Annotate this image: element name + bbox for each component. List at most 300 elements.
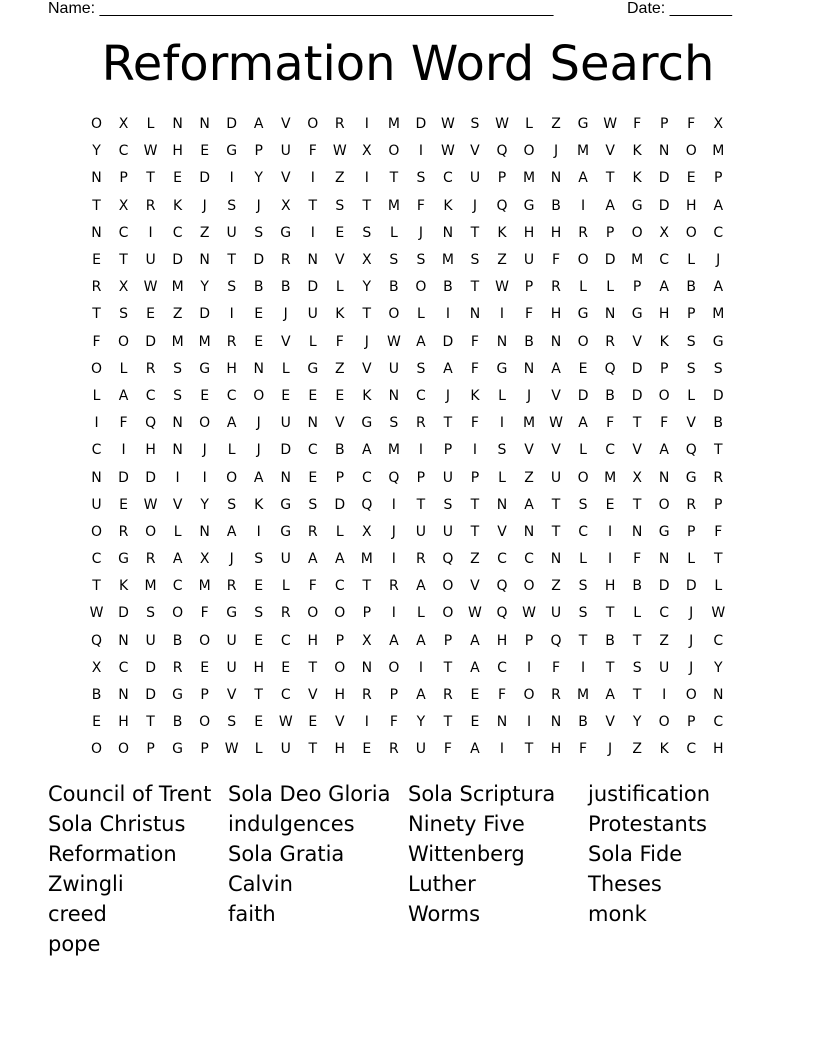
grid-letter[interactable]: I	[364, 116, 369, 133]
grid-letter[interactable]: E	[254, 632, 264, 649]
grid-letter[interactable]: Y	[362, 279, 372, 296]
grid-letter[interactable]: P	[686, 523, 696, 540]
grid-letter[interactable]: Z	[199, 224, 210, 241]
grid-letter[interactable]: C	[713, 224, 724, 241]
grid-letter[interactable]: L	[714, 578, 723, 595]
grid-letter[interactable]: L	[416, 306, 425, 323]
grid-letter[interactable]: F	[579, 741, 588, 758]
grid-letter[interactable]: N	[550, 170, 562, 187]
grid-letter[interactable]: Y	[200, 279, 209, 296]
grid-letter[interactable]: M	[577, 143, 590, 160]
grid-letter[interactable]: L	[633, 605, 642, 622]
grid-letter[interactable]: W	[143, 279, 158, 296]
grid-letter[interactable]: A	[659, 279, 669, 296]
grid-letter[interactable]: K	[632, 170, 642, 187]
grid-letter[interactable]: R	[578, 224, 588, 241]
grid-letter[interactable]: N	[523, 360, 535, 377]
grid-letter[interactable]: I	[526, 714, 532, 731]
grid-letter[interactable]: C	[145, 387, 156, 404]
grid-letter[interactable]: S	[254, 605, 264, 622]
grid-letter[interactable]: E	[335, 224, 345, 241]
grid-letter[interactable]: P	[362, 605, 372, 622]
grid-letter[interactable]: O	[199, 415, 211, 432]
grid-letter[interactable]: C	[172, 578, 183, 595]
grid-letter[interactable]: I	[310, 170, 315, 187]
grid-letter[interactable]: E	[308, 387, 318, 404]
grid-letter[interactable]: D	[685, 578, 697, 595]
grid-letter[interactable]: S	[362, 224, 372, 241]
grid-letter[interactable]: F	[470, 360, 479, 377]
grid-letter[interactable]: U	[226, 632, 237, 649]
grid-letter[interactable]: L	[173, 523, 182, 540]
grid-letter[interactable]: E	[254, 578, 264, 595]
grid-letter[interactable]: U	[442, 523, 454, 540]
grid-letter[interactable]: I	[581, 197, 586, 214]
grid-letter[interactable]: R	[416, 551, 426, 568]
grid-letter[interactable]: O	[91, 360, 103, 377]
grid-letter[interactable]: O	[658, 714, 670, 731]
grid-letter[interactable]: P	[524, 279, 534, 296]
grid-letter[interactable]: P	[443, 442, 453, 459]
grid-letter[interactable]: O	[307, 116, 319, 133]
grid-letter[interactable]: J	[418, 224, 423, 241]
grid-letter[interactable]: Q	[550, 632, 562, 649]
grid-letter[interactable]: D	[631, 360, 643, 377]
grid-letter[interactable]: T	[605, 605, 615, 622]
grid-letter[interactable]: S	[227, 496, 237, 513]
grid-letter[interactable]: A	[713, 197, 724, 214]
grid-letter[interactable]: E	[308, 469, 318, 486]
grid-letter[interactable]: C	[659, 252, 670, 269]
grid-letter[interactable]: A	[416, 578, 426, 595]
grid-letter[interactable]: F	[470, 333, 479, 350]
grid-letter[interactable]: J	[526, 387, 532, 404]
grid-letter[interactable]: L	[416, 605, 425, 622]
grid-letter[interactable]: U	[550, 469, 562, 486]
grid-letter[interactable]: I	[175, 469, 180, 486]
grid-letter[interactable]: L	[281, 360, 290, 377]
grid-letter[interactable]: I	[310, 224, 315, 241]
grid-letter[interactable]: M	[387, 197, 400, 214]
grid-letter[interactable]: O	[631, 224, 643, 241]
grid-letter[interactable]: X	[713, 116, 724, 133]
grid-letter[interactable]: Y	[416, 714, 426, 731]
grid-letter[interactable]: T	[551, 523, 561, 540]
grid-letter[interactable]: C	[443, 170, 453, 187]
grid-letter[interactable]: P	[443, 632, 453, 649]
grid-letter[interactable]: L	[227, 442, 236, 459]
grid-letter[interactable]: P	[254, 143, 263, 160]
grid-letter[interactable]: U	[415, 523, 427, 540]
grid-letter[interactable]: O	[523, 143, 535, 160]
grid-letter[interactable]: R	[280, 252, 291, 269]
grid-letter[interactable]: T	[146, 714, 155, 731]
grid-letter[interactable]: S	[254, 224, 264, 241]
grid-letter[interactable]: G	[226, 143, 238, 160]
grid-letter[interactable]: O	[388, 306, 400, 323]
grid-letter[interactable]: X	[362, 632, 372, 649]
grid-letter[interactable]: L	[92, 387, 101, 404]
grid-letter[interactable]: L	[579, 551, 587, 568]
grid-letter[interactable]: J	[202, 442, 207, 459]
grid-letter[interactable]: E	[254, 714, 264, 731]
grid-letter[interactable]: H	[145, 442, 156, 459]
grid-letter[interactable]: X	[362, 252, 372, 269]
grid-letter[interactable]: L	[335, 523, 344, 540]
grid-letter[interactable]: E	[200, 387, 210, 404]
grid-letter[interactable]: O	[91, 523, 103, 540]
grid-letter[interactable]: V	[362, 360, 372, 377]
grid-letter[interactable]: T	[227, 252, 236, 269]
grid-letter[interactable]: E	[308, 714, 318, 731]
grid-letter[interactable]: O	[442, 605, 454, 622]
grid-letter[interactable]: M	[712, 143, 725, 160]
grid-letter[interactable]: A	[470, 741, 480, 758]
grid-letter[interactable]: F	[714, 523, 723, 540]
grid-letter[interactable]: E	[281, 387, 291, 404]
grid-letter[interactable]: N	[496, 714, 508, 731]
grid-letter[interactable]: X	[199, 551, 210, 568]
grid-letter[interactable]: Q	[496, 605, 508, 622]
grid-letter[interactable]: D	[199, 170, 211, 187]
grid-letter[interactable]: C	[416, 387, 426, 404]
grid-letter[interactable]: S	[416, 360, 426, 377]
grid-letter[interactable]: I	[364, 714, 369, 731]
grid-letter[interactable]: O	[685, 224, 697, 241]
grid-letter[interactable]: X	[118, 279, 129, 296]
grid-letter[interactable]: J	[256, 415, 261, 432]
grid-letter[interactable]: O	[523, 687, 535, 704]
grid-letter[interactable]: V	[551, 387, 561, 404]
grid-letter[interactable]: L	[687, 252, 696, 269]
grid-letter[interactable]: V	[226, 687, 237, 704]
grid-letter[interactable]: W	[711, 605, 726, 622]
grid-letter[interactable]: W	[224, 741, 239, 758]
grid-letter[interactable]: P	[714, 170, 723, 187]
grid-letter[interactable]: G	[172, 687, 184, 704]
grid-letter[interactable]: C	[497, 551, 507, 568]
grid-letter[interactable]: F	[470, 415, 479, 432]
grid-letter[interactable]: A	[524, 496, 534, 513]
grid-letter[interactable]: D	[280, 442, 292, 459]
grid-letter[interactable]: E	[200, 659, 210, 676]
grid-letter[interactable]: N	[550, 333, 562, 350]
grid-letter[interactable]: W	[468, 605, 482, 622]
grid-letter[interactable]: M	[198, 578, 211, 595]
grid-letter[interactable]: I	[94, 415, 99, 432]
grid-letter[interactable]: R	[443, 687, 453, 704]
grid-letter[interactable]: W	[89, 605, 104, 622]
grid-letter[interactable]: W	[441, 143, 455, 160]
grid-letter[interactable]: G	[523, 197, 535, 214]
grid-letter[interactable]: S	[335, 197, 345, 214]
grid-letter[interactable]: E	[146, 306, 155, 323]
grid-letter[interactable]: D	[658, 170, 670, 187]
grid-letter[interactable]: J	[283, 306, 288, 323]
grid-letter[interactable]: U	[469, 170, 481, 187]
grid-letter[interactable]: O	[334, 659, 346, 676]
grid-letter[interactable]: V	[632, 333, 642, 350]
grid-letter[interactable]: O	[658, 387, 670, 404]
grid-letter[interactable]: R	[551, 687, 561, 704]
grid-letter[interactable]: T	[119, 252, 128, 269]
grid-letter[interactable]: N	[388, 387, 400, 404]
grid-letter[interactable]: N	[658, 551, 670, 568]
grid-letter[interactable]: U	[415, 741, 427, 758]
grid-letter[interactable]: T	[632, 687, 642, 704]
grid-letter[interactable]: W	[386, 333, 401, 350]
grid-letter[interactable]: K	[659, 741, 669, 758]
grid-letter[interactable]: P	[659, 116, 669, 133]
grid-letter[interactable]: E	[686, 170, 696, 187]
grid-letter[interactable]: O	[91, 116, 103, 133]
grid-letter[interactable]: W	[495, 116, 509, 133]
grid-letter[interactable]: T	[632, 415, 642, 432]
grid-letter[interactable]: R	[172, 659, 183, 676]
grid-letter[interactable]: F	[633, 116, 642, 133]
grid-letter[interactable]: W	[522, 605, 536, 622]
grid-letter[interactable]: V	[686, 415, 696, 432]
grid-letter[interactable]: T	[470, 279, 480, 296]
grid-letter[interactable]: N	[253, 360, 264, 377]
grid-letter[interactable]: A	[551, 360, 561, 377]
grid-letter[interactable]: I	[229, 170, 234, 187]
grid-letter[interactable]: Q	[496, 143, 508, 160]
grid-letter[interactable]: A	[470, 659, 480, 676]
grid-letter[interactable]: O	[226, 469, 238, 486]
grid-letter[interactable]: F	[606, 415, 615, 432]
grid-letter[interactable]: R	[307, 523, 318, 540]
grid-letter[interactable]: Q	[685, 442, 697, 459]
grid-letter[interactable]: V	[605, 143, 615, 160]
grid-letter[interactable]: C	[578, 523, 588, 540]
grid-letter[interactable]: X	[632, 469, 642, 486]
grid-letter[interactable]: X	[362, 143, 372, 160]
grid-letter[interactable]: R	[713, 469, 724, 486]
grid-letter[interactable]: Z	[524, 469, 534, 486]
grid-letter[interactable]: O	[658, 496, 670, 513]
grid-letter[interactable]: J	[256, 197, 261, 214]
grid-letter[interactable]: N	[496, 333, 508, 350]
grid-letter[interactable]: B	[280, 279, 291, 296]
grid-letter[interactable]: N	[199, 252, 210, 269]
grid-letter[interactable]: J	[716, 252, 721, 269]
grid-letter[interactable]: R	[388, 741, 399, 758]
grid-letter[interactable]: I	[418, 442, 423, 459]
grid-letter[interactable]: X	[118, 116, 129, 133]
grid-letter[interactable]: S	[470, 116, 480, 133]
grid-letter[interactable]: M	[171, 279, 184, 296]
grid-letter[interactable]: Z	[632, 741, 642, 758]
grid-letter[interactable]: L	[254, 741, 263, 758]
grid-letter[interactable]: H	[523, 224, 535, 241]
grid-letter[interactable]: L	[146, 116, 155, 133]
grid-letter[interactable]: A	[172, 551, 183, 568]
grid-letter[interactable]: H	[334, 687, 346, 704]
grid-letter[interactable]: B	[253, 279, 264, 296]
grid-letter[interactable]: Q	[604, 360, 616, 377]
grid-letter[interactable]: A	[605, 197, 615, 214]
grid-letter[interactable]: C	[659, 605, 670, 622]
grid-letter[interactable]: C	[280, 687, 291, 704]
grid-letter[interactable]: S	[578, 578, 588, 595]
grid-letter[interactable]: G	[307, 360, 319, 377]
grid-letter[interactable]: C	[280, 632, 291, 649]
grid-letter[interactable]: F	[524, 306, 534, 323]
grid-letter[interactable]: V	[280, 333, 291, 350]
grid-letter[interactable]: J	[553, 143, 559, 160]
grid-letter[interactable]: R	[280, 605, 291, 622]
grid-letter[interactable]: D	[118, 605, 129, 622]
grid-letter[interactable]: F	[443, 741, 452, 758]
grid-letter[interactable]: C	[118, 143, 129, 160]
grid-letter[interactable]: N	[118, 632, 129, 649]
grid-letter[interactable]: Y	[713, 659, 723, 676]
grid-letter[interactable]: H	[658, 306, 670, 323]
grid-letter[interactable]: R	[145, 360, 156, 377]
grid-letter[interactable]: N	[442, 224, 454, 241]
grid-letter[interactable]: B	[389, 279, 399, 296]
grid-letter[interactable]: G	[577, 306, 589, 323]
grid-letter[interactable]: L	[579, 279, 587, 296]
grid-letter[interactable]: D	[226, 116, 238, 133]
grid-letter[interactable]: G	[172, 741, 184, 758]
grid-letter[interactable]: K	[118, 578, 129, 595]
grid-letter[interactable]: D	[604, 252, 616, 269]
grid-letter[interactable]: T	[524, 741, 534, 758]
grid-letter[interactable]: C	[334, 578, 345, 595]
grid-letter[interactable]: M	[144, 578, 157, 595]
grid-letter[interactable]: V	[307, 687, 318, 704]
grid-letter[interactable]: G	[199, 360, 211, 377]
grid-letter[interactable]: P	[119, 170, 128, 187]
grid-letter[interactable]: V	[632, 442, 642, 459]
grid-letter[interactable]: J	[391, 523, 396, 540]
grid-letter[interactable]: N	[91, 469, 102, 486]
grid-letter[interactable]: A	[578, 170, 588, 187]
grid-letter[interactable]: V	[605, 714, 615, 731]
grid-letter[interactable]: I	[581, 659, 586, 676]
grid-letter[interactable]: S	[632, 659, 642, 676]
grid-letter[interactable]: D	[145, 687, 156, 704]
grid-letter[interactable]: H	[496, 632, 508, 649]
grid-letter[interactable]: V	[335, 714, 345, 731]
grid-letter[interactable]: I	[256, 523, 261, 540]
grid-letter[interactable]: N	[631, 523, 643, 540]
grid-letter[interactable]: U	[442, 469, 454, 486]
grid-letter[interactable]: U	[659, 659, 670, 676]
grid-letter[interactable]: U	[145, 632, 156, 649]
grid-letter[interactable]: F	[389, 714, 398, 731]
grid-letter[interactable]: S	[686, 333, 696, 350]
grid-letter[interactable]: I	[121, 442, 126, 459]
grid-letter[interactable]: F	[92, 333, 101, 350]
grid-letter[interactable]: H	[307, 632, 319, 649]
grid-letter[interactable]: T	[92, 578, 101, 595]
grid-letter[interactable]: G	[280, 496, 292, 513]
grid-letter[interactable]: W	[143, 143, 158, 160]
grid-letter[interactable]: A	[416, 687, 426, 704]
grid-letter[interactable]: P	[686, 306, 696, 323]
grid-letter[interactable]: R	[91, 279, 102, 296]
grid-letter[interactable]: S	[713, 360, 723, 377]
grid-letter[interactable]: E	[254, 333, 264, 350]
grid-letter[interactable]: N	[199, 523, 210, 540]
grid-letter[interactable]: P	[714, 496, 723, 513]
grid-letter[interactable]: T	[443, 714, 453, 731]
grid-letter[interactable]: T	[92, 306, 101, 323]
grid-letter[interactable]: T	[254, 687, 263, 704]
grid-letter[interactable]: I	[472, 442, 478, 459]
grid-letter[interactable]: O	[118, 333, 130, 350]
grid-letter[interactable]: J	[472, 197, 478, 214]
grid-letter[interactable]: N	[550, 551, 562, 568]
grid-letter[interactable]: T	[632, 632, 642, 649]
grid-letter[interactable]: O	[145, 523, 157, 540]
grid-letter[interactable]: V	[470, 143, 480, 160]
grid-letter[interactable]: S	[389, 415, 399, 432]
grid-letter[interactable]: G	[577, 116, 589, 133]
grid-letter[interactable]: W	[495, 279, 509, 296]
grid-letter[interactable]: M	[577, 687, 590, 704]
grid-letter[interactable]: W	[441, 116, 455, 133]
grid-letter[interactable]: R	[226, 333, 237, 350]
grid-letter[interactable]: A	[253, 116, 264, 133]
grid-letter[interactable]: X	[91, 659, 102, 676]
grid-letter[interactable]: N	[523, 523, 535, 540]
grid-letter[interactable]: Y	[92, 143, 101, 160]
grid-letter[interactable]: A	[470, 632, 480, 649]
grid-letter[interactable]: I	[202, 469, 207, 486]
grid-letter[interactable]: P	[335, 632, 345, 649]
grid-letter[interactable]: Y	[200, 496, 209, 513]
grid-letter[interactable]: A	[335, 551, 345, 568]
grid-letter[interactable]: A	[226, 415, 237, 432]
grid-letter[interactable]: T	[605, 659, 615, 676]
grid-letter[interactable]: P	[605, 224, 615, 241]
grid-letter[interactable]: P	[200, 741, 209, 758]
grid-letter[interactable]: N	[118, 687, 129, 704]
grid-letter[interactable]: N	[172, 116, 183, 133]
grid-letter[interactable]: G	[631, 306, 643, 323]
grid-letter[interactable]: T	[362, 578, 372, 595]
grid-letter[interactable]: P	[524, 632, 534, 649]
grid-letter[interactable]: T	[308, 741, 318, 758]
grid-letter[interactable]: Q	[496, 197, 508, 214]
grid-letter[interactable]: E	[92, 714, 101, 731]
grid-letter[interactable]: N	[712, 687, 724, 704]
grid-letter[interactable]: C	[605, 442, 615, 459]
grid-letter[interactable]: H	[604, 578, 616, 595]
grid-letter[interactable]: T	[443, 659, 453, 676]
grid-letter[interactable]: R	[686, 496, 697, 513]
grid-letter[interactable]: I	[608, 551, 613, 568]
grid-letter[interactable]: L	[308, 333, 317, 350]
grid-letter[interactable]: I	[499, 306, 505, 323]
grid-letter[interactable]: O	[442, 578, 454, 595]
grid-letter[interactable]: U	[388, 360, 399, 377]
grid-letter[interactable]: I	[499, 415, 505, 432]
grid-letter[interactable]: C	[118, 659, 129, 676]
grid-letter[interactable]: L	[606, 279, 615, 296]
grid-letter[interactable]: F	[335, 333, 344, 350]
grid-letter[interactable]: V	[280, 170, 291, 187]
grid-letter[interactable]: L	[525, 116, 533, 133]
grid-letter[interactable]: D	[199, 306, 211, 323]
grid-letter[interactable]: P	[686, 714, 696, 731]
grid-letter[interactable]: H	[118, 714, 129, 731]
grid-letter[interactable]: T	[470, 224, 480, 241]
